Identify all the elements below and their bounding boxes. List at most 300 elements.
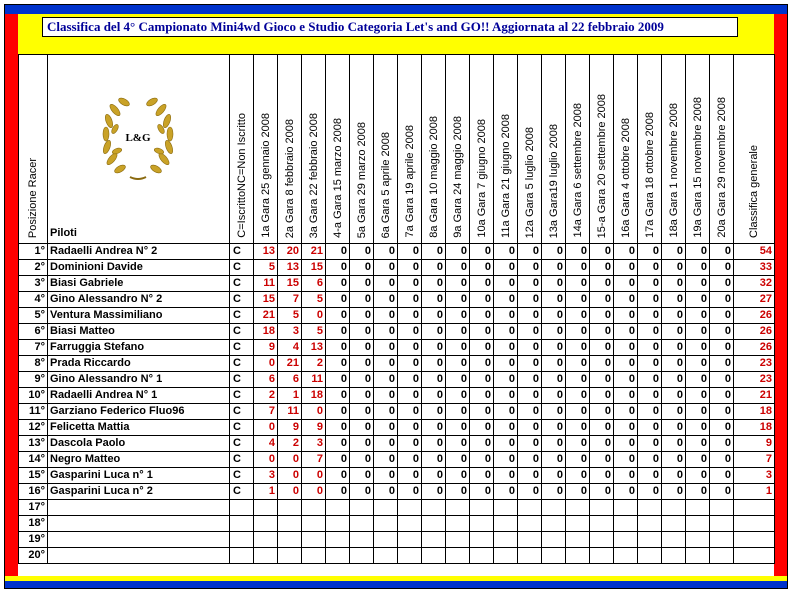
position-cell: 10° (19, 388, 48, 404)
score-cell (662, 548, 686, 564)
score-cell: 0 (566, 324, 590, 340)
iscritto-cell: C (230, 372, 254, 388)
score-cell: 0 (686, 244, 710, 260)
score-cell: 0 (398, 388, 422, 404)
score-cell: 0 (710, 292, 734, 308)
score-cell: 0 (350, 420, 374, 436)
score-cell: 7 (302, 452, 326, 468)
score-cell: 0 (494, 308, 518, 324)
total-cell: 23 (734, 356, 775, 372)
total-cell: 54 (734, 244, 775, 260)
score-cell (542, 500, 566, 516)
position-cell: 6° (19, 324, 48, 340)
left-red-bar (5, 14, 18, 576)
score-cell: 0 (542, 468, 566, 484)
score-cell: 0 (398, 436, 422, 452)
score-cell: 0 (566, 356, 590, 372)
position-cell: 11° (19, 404, 48, 420)
score-cell (326, 500, 350, 516)
score-cell (302, 500, 326, 516)
score-cell: 0 (422, 308, 446, 324)
score-cell: 0 (638, 484, 662, 500)
score-cell: 9 (278, 420, 302, 436)
iscritto-cell: C (230, 436, 254, 452)
score-cell: 0 (374, 372, 398, 388)
score-cell: 0 (542, 372, 566, 388)
score-cell: 0 (590, 276, 614, 292)
score-cell (710, 532, 734, 548)
score-cell: 13 (278, 260, 302, 276)
score-cell (254, 532, 278, 548)
score-cell: 0 (326, 340, 350, 356)
score-cell: 0 (662, 308, 686, 324)
pilot-name-cell: Gasparini Luca n° 2 (48, 484, 230, 500)
score-cell (494, 500, 518, 516)
pilot-name-cell: Dascola Paolo (48, 436, 230, 452)
score-cell: 0 (374, 436, 398, 452)
pilot-name-cell: Prada Riccardo (48, 356, 230, 372)
score-cell (614, 516, 638, 532)
score-cell: 0 (398, 372, 422, 388)
pilot-name-cell: Garziano Federico Fluo96 (48, 404, 230, 420)
score-cell: 0 (638, 372, 662, 388)
score-cell: 7 (254, 404, 278, 420)
score-cell: 0 (374, 404, 398, 420)
score-cell: 0 (710, 388, 734, 404)
score-cell (518, 500, 542, 516)
pilot-name-cell: Ventura Massimiliano (48, 308, 230, 324)
score-cell: 0 (518, 452, 542, 468)
pilot-name-cell: Dominioni Davide (48, 260, 230, 276)
score-cell: 0 (542, 292, 566, 308)
score-cell (494, 548, 518, 564)
score-cell (254, 500, 278, 516)
score-cell: 0 (566, 260, 590, 276)
score-cell: 0 (494, 484, 518, 500)
score-cell: 0 (398, 420, 422, 436)
score-cell: 0 (518, 260, 542, 276)
laurel-wreath-logo-icon (90, 89, 186, 189)
score-cell (470, 516, 494, 532)
score-cell: 0 (374, 308, 398, 324)
score-cell (446, 532, 470, 548)
score-cell (470, 532, 494, 548)
score-cell (638, 516, 662, 532)
score-cell: 20 (278, 244, 302, 260)
header-race-14: 14a Gara 6 settembre 2008 (566, 55, 590, 244)
score-cell: 0 (446, 308, 470, 324)
score-cell: 0 (590, 468, 614, 484)
score-cell: 0 (710, 484, 734, 500)
score-cell: 0 (278, 468, 302, 484)
score-cell: 0 (566, 468, 590, 484)
pilot-name-cell: Biasi Matteo (48, 324, 230, 340)
score-cell: 0 (302, 308, 326, 324)
score-cell: 0 (614, 372, 638, 388)
score-cell: 0 (350, 404, 374, 420)
score-cell: 11 (254, 276, 278, 292)
table-row (19, 436, 775, 452)
score-cell (710, 516, 734, 532)
score-cell (614, 548, 638, 564)
score-cell: 0 (326, 452, 350, 468)
score-cell: 0 (350, 324, 374, 340)
score-cell: 0 (446, 244, 470, 260)
score-cell: 0 (374, 468, 398, 484)
score-cell: 0 (662, 436, 686, 452)
score-cell: 0 (350, 484, 374, 500)
total-cell (734, 516, 775, 532)
score-cell: 0 (374, 452, 398, 468)
score-cell (662, 500, 686, 516)
score-cell: 0 (350, 292, 374, 308)
score-cell: 0 (446, 468, 470, 484)
position-cell: 1° (19, 244, 48, 260)
score-cell (350, 532, 374, 548)
score-cell: 0 (518, 276, 542, 292)
score-cell: 0 (326, 356, 350, 372)
pilot-name-cell: Biasi Gabriele (48, 276, 230, 292)
score-cell: 0 (614, 404, 638, 420)
header-race-13: 13a Gara19 luglio 2008 (542, 55, 566, 244)
total-cell: 33 (734, 260, 775, 276)
score-cell: 0 (566, 452, 590, 468)
score-cell: 0 (254, 452, 278, 468)
score-cell (494, 516, 518, 532)
score-cell (710, 500, 734, 516)
score-cell (302, 532, 326, 548)
header-pilots (48, 55, 230, 244)
score-cell: 0 (542, 452, 566, 468)
score-cell: 0 (494, 324, 518, 340)
total-cell: 3 (734, 468, 775, 484)
total-cell: 18 (734, 420, 775, 436)
score-cell: 21 (302, 244, 326, 260)
score-cell: 0 (590, 404, 614, 420)
position-cell: 7° (19, 340, 48, 356)
score-cell: 15 (302, 260, 326, 276)
pilot-name-cell: Felicetta Mattia (48, 420, 230, 436)
iscritto-cell: C (230, 292, 254, 308)
position-cell: 18° (19, 516, 48, 532)
score-cell: 0 (542, 436, 566, 452)
score-cell: 0 (566, 420, 590, 436)
score-cell: 0 (398, 324, 422, 340)
score-cell: 0 (710, 452, 734, 468)
score-cell: 0 (470, 484, 494, 500)
score-cell: 0 (422, 324, 446, 340)
score-cell (470, 548, 494, 564)
score-cell: 4 (254, 436, 278, 452)
score-cell (326, 548, 350, 564)
iscritto-cell: C (230, 276, 254, 292)
position-cell: 4° (19, 292, 48, 308)
score-cell: 3 (302, 436, 326, 452)
score-cell: 0 (686, 388, 710, 404)
pilot-name-cell: Radaelli Andrea N° 1 (48, 388, 230, 404)
score-cell: 0 (470, 308, 494, 324)
score-cell: 0 (686, 276, 710, 292)
score-cell: 0 (350, 260, 374, 276)
position-cell: 15° (19, 468, 48, 484)
score-cell: 0 (374, 292, 398, 308)
score-cell: 0 (614, 244, 638, 260)
score-cell: 0 (614, 260, 638, 276)
score-cell: 0 (494, 372, 518, 388)
score-cell: 0 (518, 324, 542, 340)
score-cell: 0 (326, 484, 350, 500)
score-cell: 0 (398, 292, 422, 308)
iscritto-cell (230, 500, 254, 516)
score-cell: 0 (374, 260, 398, 276)
score-cell: 0 (686, 292, 710, 308)
score-cell: 0 (662, 484, 686, 500)
score-cell: 0 (494, 244, 518, 260)
score-cell (614, 532, 638, 548)
pilot-name-cell (48, 532, 230, 548)
score-cell: 0 (350, 308, 374, 324)
score-cell: 0 (398, 276, 422, 292)
score-cell: 0 (494, 340, 518, 356)
score-cell: 15 (254, 292, 278, 308)
score-cell: 0 (518, 244, 542, 260)
score-cell: 0 (494, 292, 518, 308)
header-race-16: 16a Gara 4 ottobre 2008 (614, 55, 638, 244)
score-cell: 0 (662, 244, 686, 260)
score-cell: 3 (278, 324, 302, 340)
score-cell: 0 (470, 404, 494, 420)
score-cell: 0 (374, 388, 398, 404)
score-cell (302, 516, 326, 532)
header-race-20: 20a Gara 29 novembre 2008 (710, 55, 734, 244)
table-row (19, 468, 775, 484)
pilot-name-cell: Gino Alessandro N° 2 (48, 292, 230, 308)
score-cell: 0 (662, 356, 686, 372)
score-cell: 0 (494, 404, 518, 420)
position-cell: 20° (19, 548, 48, 564)
score-cell (422, 548, 446, 564)
score-cell: 18 (302, 388, 326, 404)
score-cell: 0 (374, 244, 398, 260)
score-cell: 0 (494, 436, 518, 452)
score-cell: 0 (398, 468, 422, 484)
iscritto-cell: C (230, 324, 254, 340)
score-cell: 0 (446, 436, 470, 452)
score-cell (446, 500, 470, 516)
score-cell (614, 500, 638, 516)
score-cell: 0 (326, 244, 350, 260)
score-cell: 0 (446, 340, 470, 356)
score-cell: 0 (254, 420, 278, 436)
score-cell: 0 (422, 260, 446, 276)
score-cell: 0 (686, 324, 710, 340)
total-cell: 18 (734, 404, 775, 420)
score-cell: 0 (542, 308, 566, 324)
score-cell: 0 (638, 260, 662, 276)
table-row (19, 276, 775, 292)
score-cell (422, 532, 446, 548)
score-cell: 0 (614, 468, 638, 484)
score-cell: 0 (518, 292, 542, 308)
header-race-6: 6a Gara 5 aprile 2008 (374, 55, 398, 244)
score-cell: 0 (350, 468, 374, 484)
score-cell (278, 500, 302, 516)
score-cell: 0 (614, 436, 638, 452)
score-cell: 0 (470, 452, 494, 468)
score-cell (686, 532, 710, 548)
score-cell: 0 (350, 276, 374, 292)
table-row (19, 516, 775, 532)
score-cell: 0 (422, 356, 446, 372)
header-iscritto: C=IscrittoNC=Non Iscritto (230, 55, 254, 244)
score-cell (518, 532, 542, 548)
position-cell: 19° (19, 532, 48, 548)
score-cell: 0 (662, 260, 686, 276)
table-row (19, 484, 775, 500)
iscritto-cell: C (230, 308, 254, 324)
score-cell: 0 (590, 340, 614, 356)
score-cell (446, 548, 470, 564)
header-race-15: 15-a Gara 20 settembre 2008 (590, 55, 614, 244)
score-cell: 0 (686, 420, 710, 436)
score-cell (446, 516, 470, 532)
total-cell: 1 (734, 484, 775, 500)
score-cell (566, 548, 590, 564)
score-cell: 0 (542, 484, 566, 500)
iscritto-cell (230, 516, 254, 532)
score-cell (398, 516, 422, 532)
score-cell: 0 (686, 308, 710, 324)
score-cell: 0 (686, 484, 710, 500)
score-cell: 0 (566, 340, 590, 356)
score-cell (590, 516, 614, 532)
score-cell: 0 (446, 324, 470, 340)
position-cell: 12° (19, 420, 48, 436)
total-cell: 26 (734, 340, 775, 356)
score-cell: 0 (446, 260, 470, 276)
score-cell (470, 500, 494, 516)
score-cell: 0 (542, 340, 566, 356)
score-cell: 0 (374, 356, 398, 372)
total-cell: 23 (734, 372, 775, 388)
score-cell: 0 (326, 404, 350, 420)
score-cell (350, 548, 374, 564)
score-cell: 0 (566, 404, 590, 420)
score-cell (398, 532, 422, 548)
score-cell: 0 (542, 404, 566, 420)
score-cell (326, 516, 350, 532)
score-cell: 0 (422, 436, 446, 452)
score-cell: 0 (710, 436, 734, 452)
score-cell (542, 532, 566, 548)
score-cell: 0 (254, 356, 278, 372)
score-cell: 0 (590, 484, 614, 500)
score-cell: 0 (590, 372, 614, 388)
score-cell: 0 (374, 484, 398, 500)
score-cell: 0 (422, 452, 446, 468)
score-cell (278, 532, 302, 548)
score-cell: 0 (614, 356, 638, 372)
score-cell: 0 (494, 420, 518, 436)
score-cell: 13 (254, 244, 278, 260)
score-cell: 0 (662, 388, 686, 404)
score-cell: 9 (302, 420, 326, 436)
score-cell: 0 (350, 452, 374, 468)
pilot-name-cell (48, 516, 230, 532)
standings-table-wrap (18, 54, 774, 576)
score-cell: 0 (518, 372, 542, 388)
score-cell: 21 (278, 356, 302, 372)
score-cell (326, 532, 350, 548)
score-cell (278, 548, 302, 564)
score-cell (686, 516, 710, 532)
score-cell: 0 (662, 452, 686, 468)
score-cell: 0 (686, 372, 710, 388)
iscritto-cell: C (230, 420, 254, 436)
score-cell: 0 (638, 452, 662, 468)
score-cell: 0 (326, 372, 350, 388)
table-row (19, 260, 775, 276)
score-cell: 0 (710, 468, 734, 484)
position-cell: 14° (19, 452, 48, 468)
total-cell (734, 532, 775, 548)
score-cell: 0 (422, 276, 446, 292)
score-cell: 18 (254, 324, 278, 340)
total-cell: 7 (734, 452, 775, 468)
header-race-11: 11a Gara 21 giugno 2008 (494, 55, 518, 244)
score-cell: 0 (470, 356, 494, 372)
score-cell: 0 (542, 356, 566, 372)
score-cell: 0 (662, 324, 686, 340)
table-row (19, 324, 775, 340)
score-cell (542, 516, 566, 532)
score-cell: 7 (278, 292, 302, 308)
score-cell (254, 516, 278, 532)
score-cell: 0 (710, 308, 734, 324)
score-cell: 15 (278, 276, 302, 292)
score-cell (710, 548, 734, 564)
score-cell: 0 (638, 308, 662, 324)
score-cell: 0 (398, 484, 422, 500)
total-cell: 21 (734, 388, 775, 404)
score-cell: 0 (350, 436, 374, 452)
score-cell (566, 516, 590, 532)
score-cell (398, 500, 422, 516)
score-cell: 0 (422, 388, 446, 404)
pilot-name-cell: Farruggia Stefano (48, 340, 230, 356)
header-race-2: 2a Gara 8 febbraio 2008 (278, 55, 302, 244)
score-cell: 0 (638, 388, 662, 404)
score-cell: 0 (518, 484, 542, 500)
table-row (19, 388, 775, 404)
score-cell: 0 (278, 484, 302, 500)
score-cell (638, 548, 662, 564)
score-cell: 0 (374, 340, 398, 356)
score-cell: 0 (326, 420, 350, 436)
table-row (19, 532, 775, 548)
score-cell: 3 (254, 468, 278, 484)
score-cell: 0 (638, 340, 662, 356)
score-cell: 0 (542, 260, 566, 276)
score-cell: 0 (326, 468, 350, 484)
table-row (19, 548, 775, 564)
score-cell: 0 (494, 356, 518, 372)
header-race-3: 3a Gara 22 febbraio 2008 (302, 55, 326, 244)
score-cell: 0 (494, 468, 518, 484)
score-cell: 0 (566, 308, 590, 324)
score-cell: 0 (710, 244, 734, 260)
total-cell: 9 (734, 436, 775, 452)
